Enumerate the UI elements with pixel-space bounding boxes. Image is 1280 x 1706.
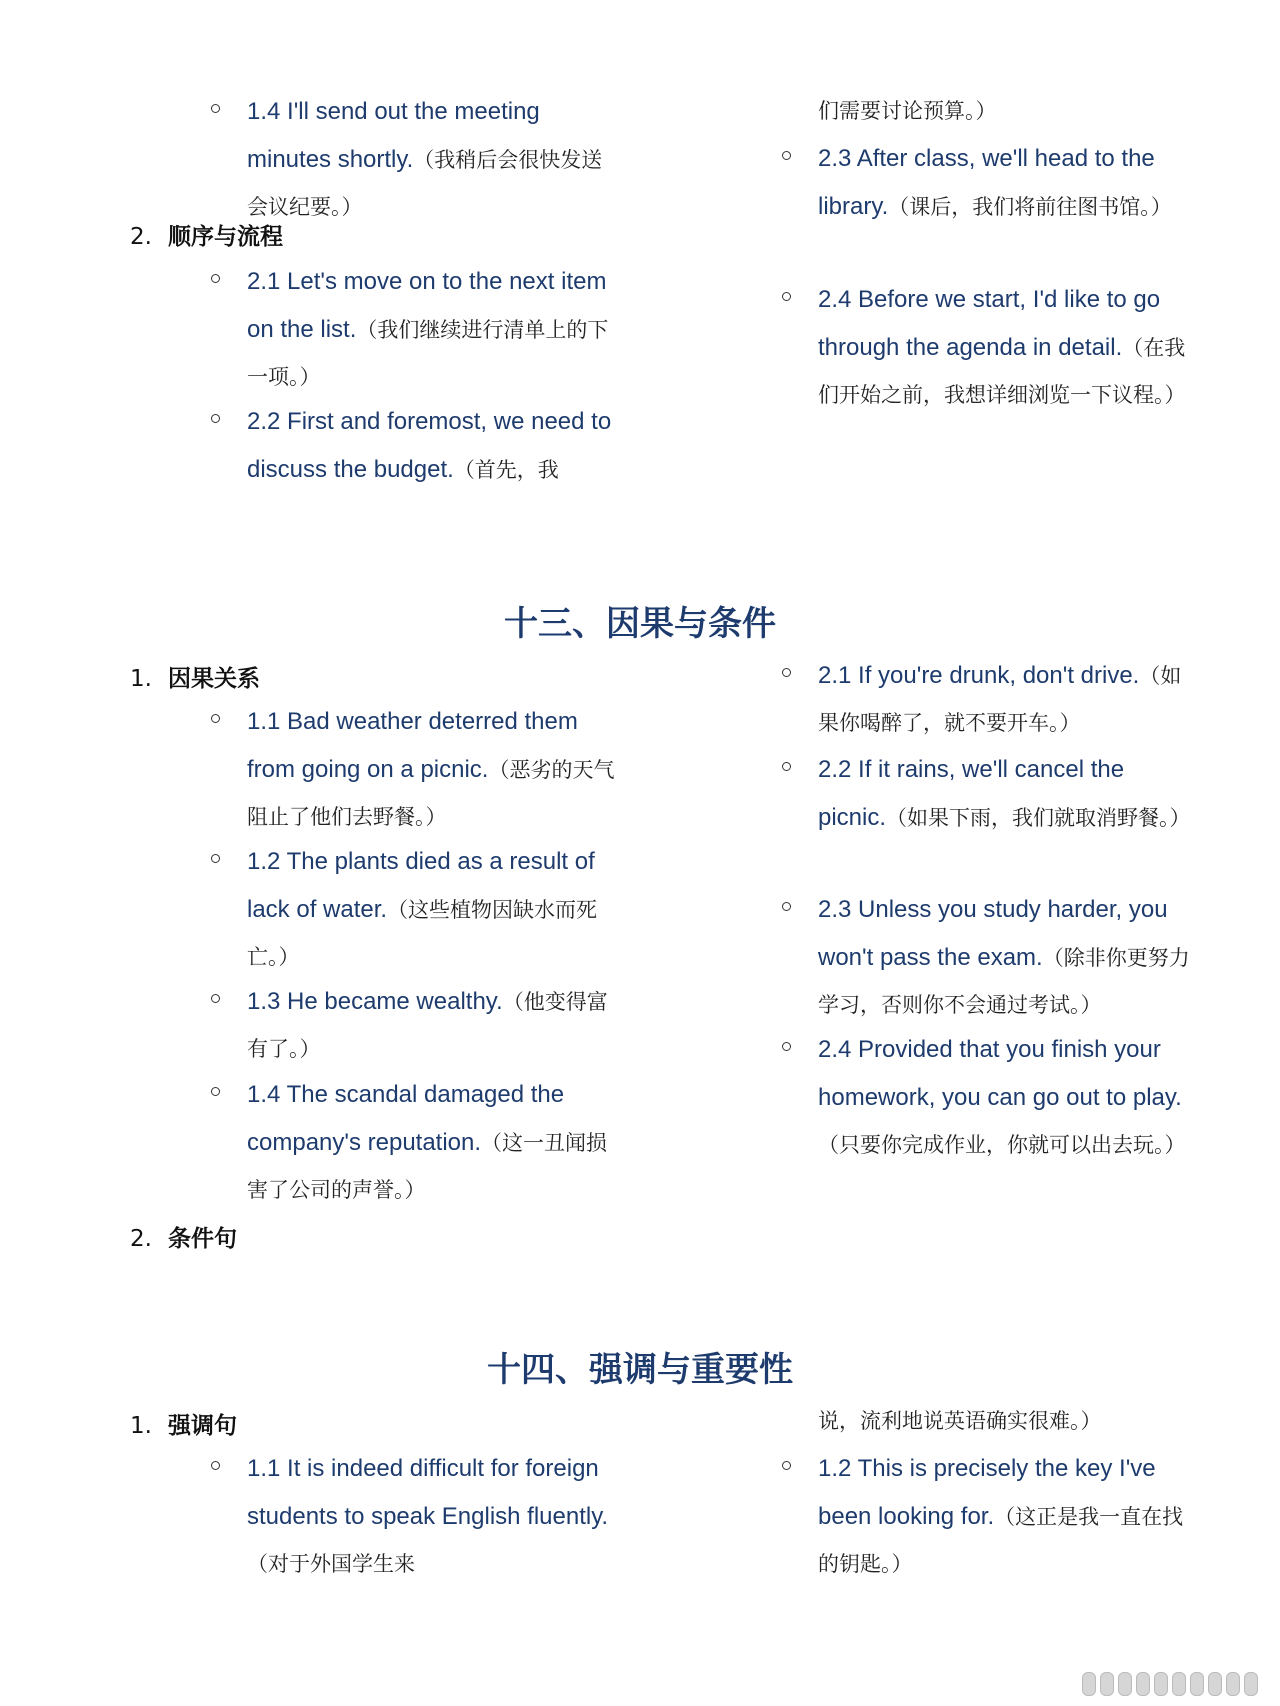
list-item: [818, 1445, 1193, 1588]
section-title-13: 十三、因果与条件: [504, 604, 776, 644]
bullet-icon: [211, 1087, 220, 1096]
chinese-translation: （除非你更努力学习，否则你不会通过考试。）: [818, 946, 1190, 1017]
bullet-icon: [782, 1042, 791, 1051]
subheading-number: 1.: [130, 1413, 152, 1439]
english-sentence: 1.4 I'll send out the meeting minutes shortly.: [247, 98, 540, 173]
list-item: [247, 1445, 622, 1588]
chinese-translation: （我稍后会很快发送会议纪要。）: [247, 148, 603, 219]
english-sentence: 1.4 The scandal damaged the company's reputation.: [247, 1081, 565, 1156]
chinese-translation: （这一丑闻损害了公司的声誉。）: [247, 1131, 608, 1202]
english-sentence: 1.1 Bad weather deterred them from going on a picnic.: [247, 708, 578, 783]
subheading-number: 2.: [130, 1226, 152, 1252]
english-sentence: 2.3 After class, we'll head to the library.: [818, 145, 1155, 220]
bullet-icon: [782, 902, 791, 911]
list-item: [818, 652, 1193, 747]
subheading-conditional: [130, 1220, 237, 1253]
bullet-icon: [782, 151, 791, 160]
bullet-icon: [211, 714, 220, 723]
continued-translation: 说，流利地说英语确实很难。）: [818, 1409, 1102, 1433]
english-sentence: 2.4 Provided that you finish your homework, you can go out to play.: [818, 1036, 1182, 1111]
english-sentence: 2.1 If you're drunk, don't drive.: [818, 662, 1140, 689]
english-sentence: 2.1 Let's move on to the next item on the list.: [247, 268, 607, 343]
subheading-label: 强调句: [168, 1413, 237, 1439]
english-sentence: 1.2 This is precisely the key I've been looking for.: [818, 1455, 1156, 1530]
chinese-translation: （如果下雨，我们就取消野餐。）: [886, 806, 1191, 830]
chinese-translation: （只要你完成作业，你就可以出去玩。）: [818, 1133, 1186, 1157]
chinese-translation: （课后，我们将前往图书馆。）: [888, 195, 1172, 219]
subheading-label: 顺序与流程: [168, 224, 283, 250]
list-item: [247, 258, 622, 401]
subheading-number: 2.: [130, 224, 152, 250]
continued-translation: 们需要讨论预算。）: [818, 99, 997, 123]
list-item: [247, 398, 622, 494]
watermark-icon: [1082, 1672, 1258, 1696]
list-item: [818, 135, 1193, 231]
english-sentence: 2.2 First and foremost, we need to discuss the budget.: [247, 408, 612, 483]
english-sentence: 2.2 If it rains, we'll cancel the picnic.: [818, 756, 1125, 831]
chinese-translation: （恶劣的天气阻止了他们去野餐。）: [247, 758, 615, 829]
list-item: [247, 838, 622, 981]
chinese-translation: （对于外国学生来: [247, 1552, 415, 1576]
subheading-label: 条件句: [168, 1226, 237, 1252]
subheading-emphasis: [130, 1407, 237, 1440]
english-sentence: 2.3 Unless you study harder, you won't pass the exam.: [818, 896, 1168, 971]
subheading-number: 1.: [130, 666, 152, 692]
bullet-icon: [782, 1461, 791, 1470]
section-title-14: 十四、强调与重要性: [487, 1350, 793, 1390]
chinese-translation: （在我们开始之前，我想详细浏览一下议程。）: [818, 336, 1186, 407]
list-item: [247, 698, 622, 841]
list-item: [818, 746, 1193, 842]
list-item: [247, 978, 622, 1073]
subheading-order-flow: [130, 218, 283, 251]
bullet-icon: [211, 274, 220, 283]
chinese-translation: （我们继续进行清单上的下一项。）: [247, 318, 609, 389]
list-item: [818, 886, 1193, 1029]
subheading-cause-effect: [130, 660, 260, 693]
english-sentence: 2.4 Before we start, I'd like to go through the agenda in detail.: [818, 286, 1161, 361]
list-item: [818, 276, 1193, 419]
bullet-icon: [782, 762, 791, 771]
english-sentence: 1.2 The plants died as a result of lack of water.: [247, 848, 595, 923]
bullet-icon: [782, 292, 791, 301]
list-item: [247, 88, 622, 231]
bullet-icon: [211, 854, 220, 863]
chinese-translation: （这正是我一直在找的钥匙。）: [818, 1505, 1184, 1576]
bullet-icon: [211, 414, 220, 423]
english-sentence: 1.3 He became wealthy.: [247, 988, 503, 1015]
chinese-translation: （如果你喝醉了，就不要开车。）: [818, 664, 1182, 735]
bullet-icon: [211, 994, 220, 1003]
chinese-translation: （首先，我: [453, 458, 559, 482]
english-sentence: 1.1 It is indeed difficult for foreign students to speak English fluently.: [247, 1455, 609, 1530]
chinese-translation: （这些植物因缺水而死亡。）: [247, 898, 598, 969]
list-item: [818, 1026, 1193, 1169]
bullet-icon: [211, 104, 220, 113]
bullet-icon: [782, 668, 791, 677]
list-item: [247, 1071, 622, 1214]
chinese-translation: （他变得富有了。）: [247, 990, 608, 1061]
bullet-icon: [211, 1461, 220, 1470]
subheading-label: 因果关系: [168, 666, 260, 692]
